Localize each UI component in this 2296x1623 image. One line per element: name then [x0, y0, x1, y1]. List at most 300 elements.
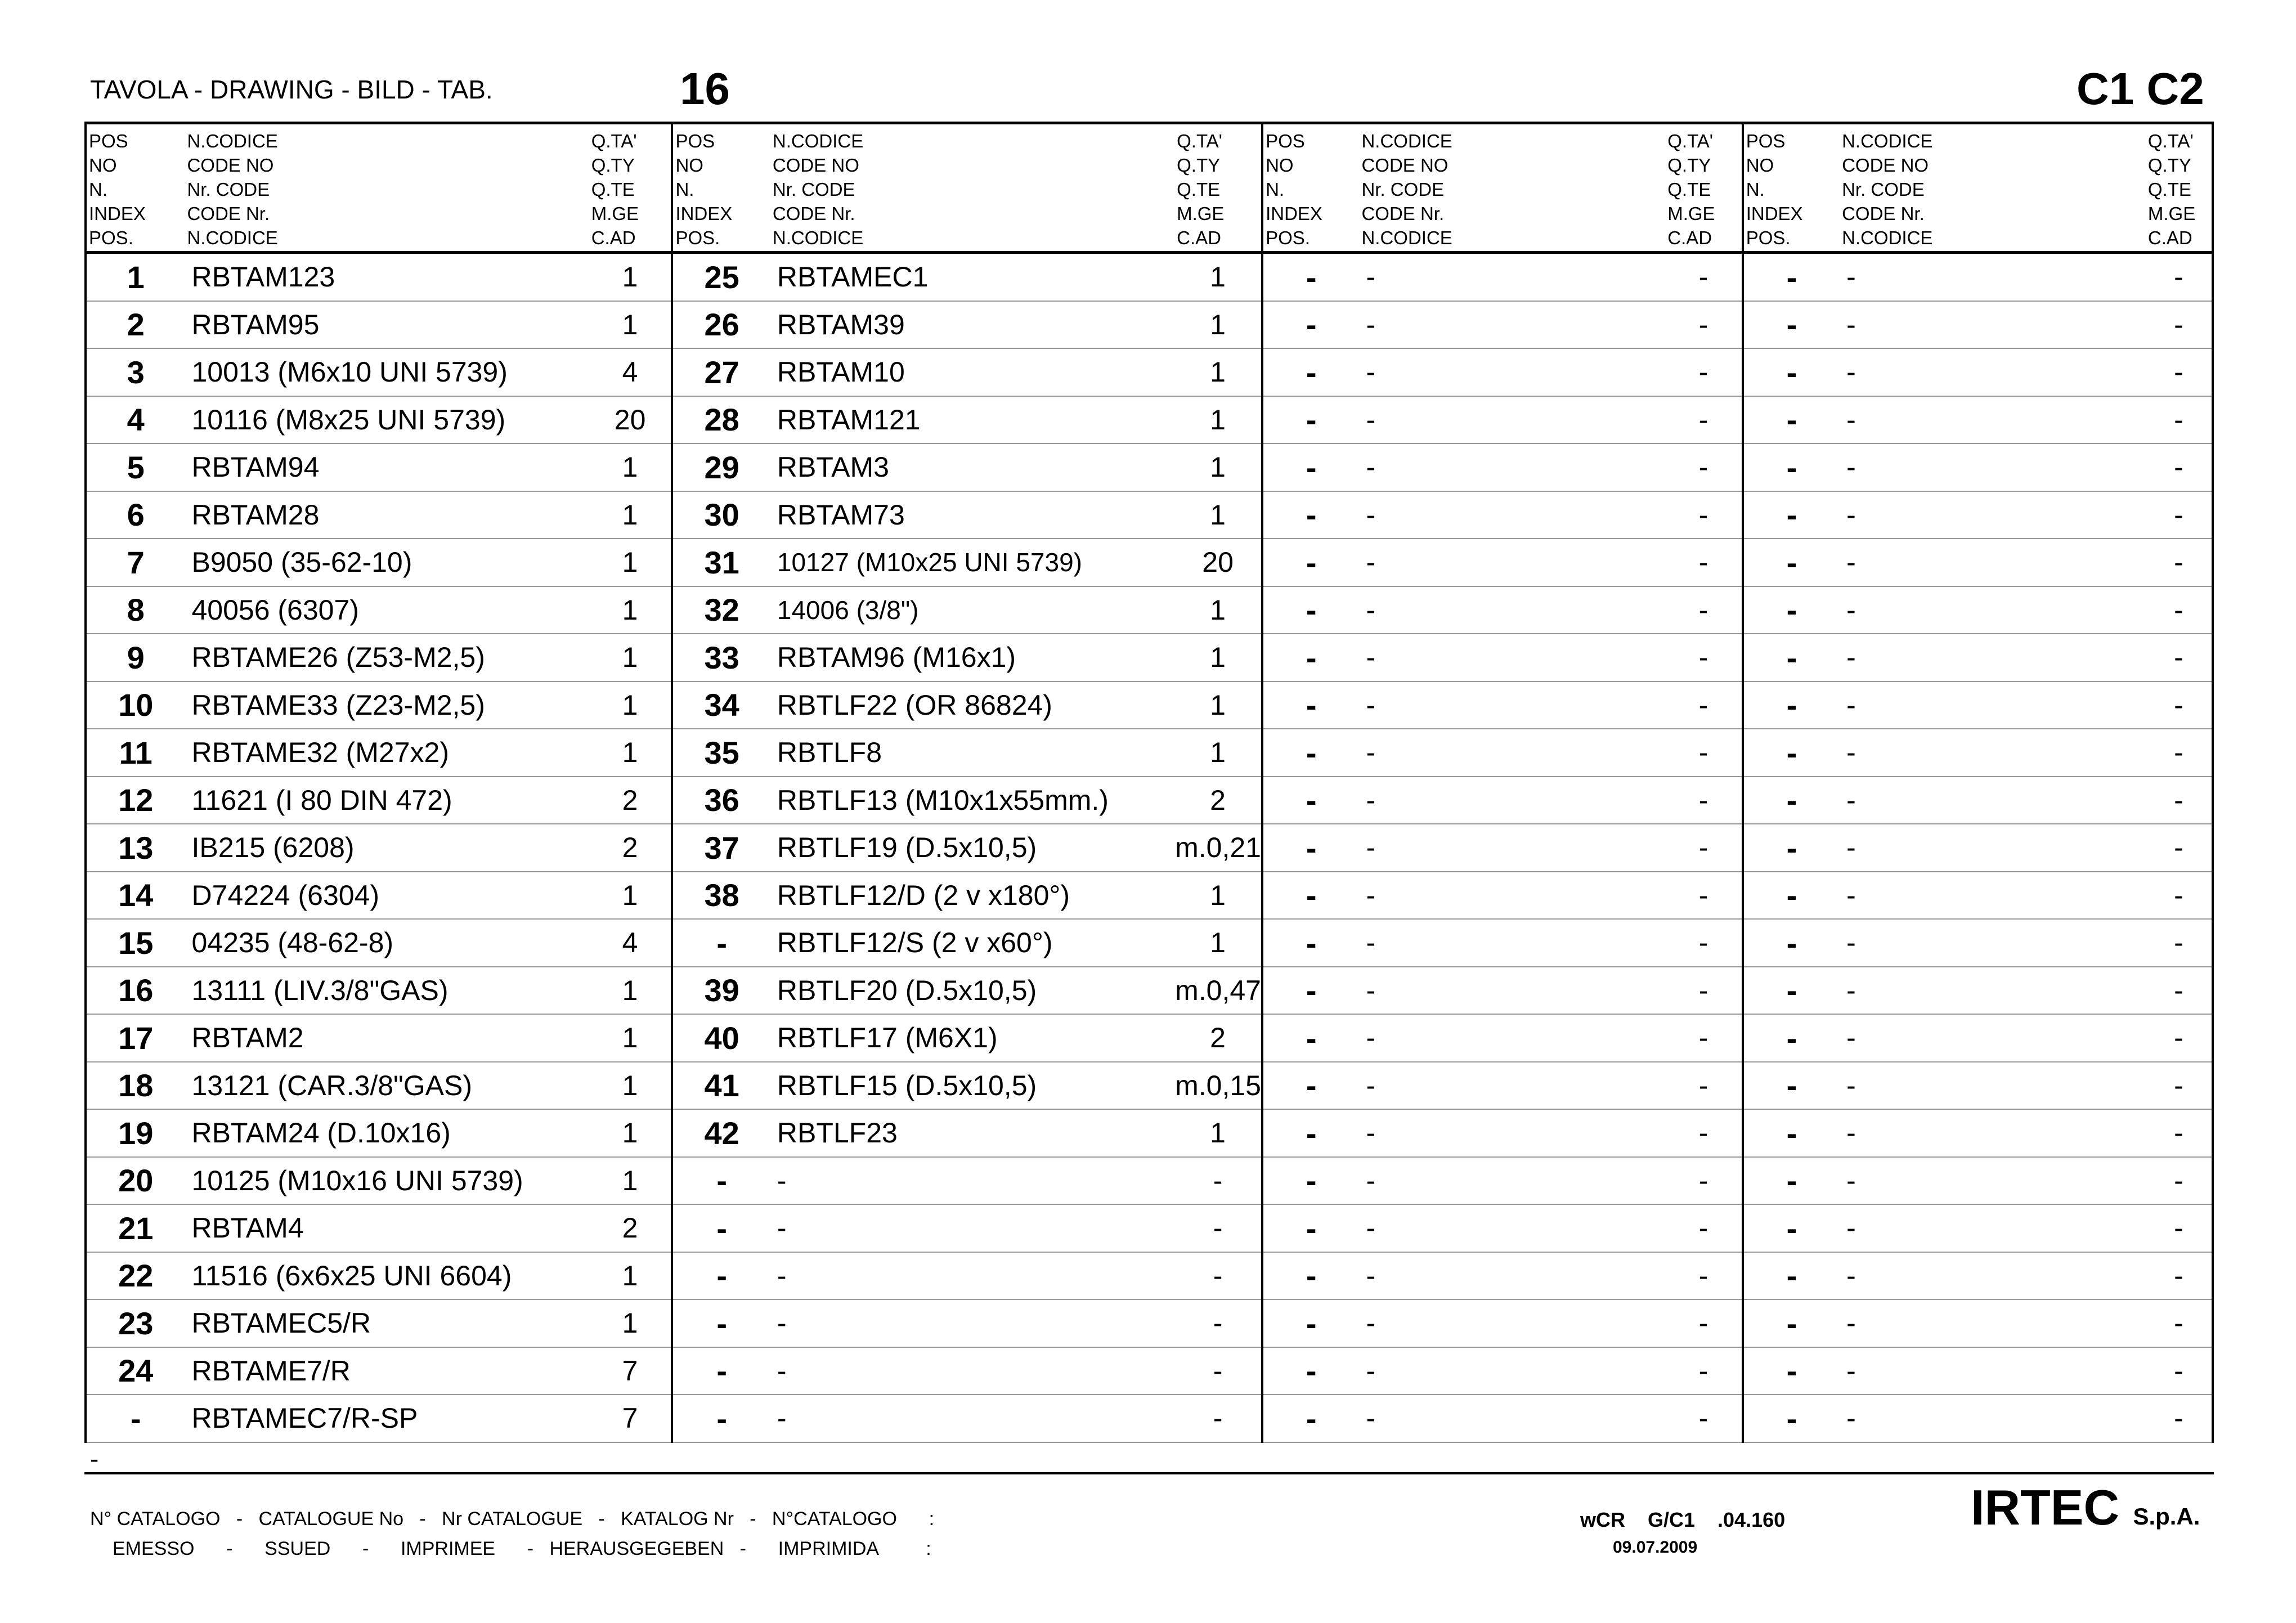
cell-qty: 2 — [589, 1204, 672, 1252]
table-row — [86, 1062, 2213, 1110]
cell-qty: - — [2146, 682, 2213, 729]
header-line: N.CODICE — [187, 131, 278, 151]
cell-pos: - — [1262, 1395, 1359, 1442]
cell-qty: 1 — [589, 634, 672, 682]
header-line: POS — [675, 131, 715, 151]
cell-qty: - — [1665, 1347, 1742, 1395]
cell-qty: - — [2146, 1347, 2213, 1395]
header-pos-3 — [1262, 123, 1359, 253]
cell-code: RBTAM95 — [185, 301, 589, 349]
cell-code: - — [1359, 1299, 1665, 1347]
cell-pos: 6 — [86, 491, 185, 539]
cell-code: RBTAM123 — [185, 253, 589, 301]
cell-pos: 40 — [672, 1014, 770, 1062]
cell-pos: - — [1743, 919, 1840, 967]
cell-pos: 31 — [672, 539, 770, 586]
cell-pos: 24 — [86, 1347, 185, 1395]
cell-pos: - — [1743, 253, 1840, 301]
cell-code: RBTAME32 (M27x2) — [185, 729, 589, 777]
cell-code: - — [1840, 253, 2146, 301]
cell-qty: - — [2146, 777, 2213, 824]
cell-qty: - — [1665, 348, 1742, 396]
cell-code: - — [1840, 777, 2146, 824]
header-line: N. — [675, 179, 694, 200]
cell-code: - — [1359, 967, 1665, 1015]
cell-code: RBTAME26 (Z53-M2,5) — [185, 634, 589, 682]
cell-code: - — [1359, 1252, 1665, 1300]
header-line: Q.TE — [2147, 179, 2191, 200]
cell-code: RBTLF17 (M6X1) — [770, 1014, 1174, 1062]
cell-pos: 1 — [86, 253, 185, 301]
cell-code: RBTAMEC1 — [770, 253, 1174, 301]
header-line: Nr. CODE — [187, 179, 270, 200]
cell-qty: 2 — [1174, 1014, 1262, 1062]
cell-pos: 25 — [672, 253, 770, 301]
cell-code: - — [1359, 1157, 1665, 1205]
cell-qty: - — [2146, 729, 2213, 777]
cell-pos: 30 — [672, 491, 770, 539]
cell-pos: - — [1743, 1062, 1840, 1110]
cell-pos: 18 — [86, 1062, 185, 1110]
cell-pos: - — [1743, 777, 1840, 824]
cell-pos: - — [672, 1347, 770, 1395]
cell-qty: - — [2146, 1109, 2213, 1157]
column-header-row — [86, 123, 2213, 253]
cell-pos: - — [1262, 1299, 1359, 1347]
cell-qty: 1 — [1174, 919, 1262, 967]
cell-code: - — [770, 1204, 1174, 1252]
header-line: Q.TA' — [1177, 131, 1222, 151]
header-line: CODE NO — [772, 155, 859, 176]
cell-qty: - — [1174, 1395, 1262, 1442]
cell-qty: - — [2146, 301, 2213, 349]
cell-qty: 1 — [589, 253, 672, 301]
cell-code: - — [1359, 491, 1665, 539]
cell-code: D74224 (6304) — [185, 872, 589, 920]
table-row — [86, 443, 2213, 491]
cell-code: - — [1840, 1252, 2146, 1300]
cell-pos: - — [1743, 1157, 1840, 1205]
cell-pos: - — [1262, 539, 1359, 586]
cell-qty: 1 — [589, 1062, 672, 1110]
header-line: CODE NO — [1842, 155, 1929, 176]
cell-qty: 1 — [1174, 872, 1262, 920]
cell-code: RBTLF13 (M10x1x55mm.) — [770, 777, 1174, 824]
cell-pos: - — [672, 1252, 770, 1300]
cell-code: IB215 (6208) — [185, 824, 589, 872]
cell-qty: - — [2146, 491, 2213, 539]
cell-pos: - — [1743, 634, 1840, 682]
cell-code: - — [1840, 443, 2146, 491]
cell-code: 10116 (M8x25 UNI 5739) — [185, 396, 589, 444]
cell-pos: 12 — [86, 777, 185, 824]
cell-pos: - — [1743, 729, 1840, 777]
cell-code: - — [1840, 301, 2146, 349]
cell-pos: 27 — [672, 348, 770, 396]
cell-pos: 42 — [672, 1109, 770, 1157]
cell-qty: 1 — [1174, 634, 1262, 682]
cell-qty: - — [1665, 443, 1742, 491]
cell-qty: 1 — [1174, 491, 1262, 539]
header-line: N. — [89, 179, 107, 200]
table-row — [86, 1252, 2213, 1300]
table-row — [86, 1157, 2213, 1205]
cell-qty: - — [1665, 539, 1742, 586]
header-line: CODE NO — [187, 155, 274, 176]
cell-qty: - — [1665, 967, 1742, 1015]
cell-code: - — [1840, 1014, 2146, 1062]
cell-code: RBTAME33 (Z23-M2,5) — [185, 682, 589, 729]
cell-pos: 4 — [86, 396, 185, 444]
cell-qty: m.0,47 — [1174, 967, 1262, 1015]
cell-code: - — [1840, 1157, 2146, 1205]
cell-pos: 29 — [672, 443, 770, 491]
cell-pos: - — [1262, 1109, 1359, 1157]
cell-code: 04235 (48-62-8) — [185, 919, 589, 967]
header-line: M.GE — [2147, 203, 2196, 224]
cell-qty: - — [2146, 824, 2213, 872]
cell-code: RBTAM3 — [770, 443, 1174, 491]
header-line: POS. — [675, 227, 720, 248]
cell-qty: 1 — [1174, 729, 1262, 777]
header-line: N.CODICE — [1842, 131, 1933, 151]
header-line: Q.TA' — [591, 131, 637, 151]
cell-pos: 38 — [672, 872, 770, 920]
cell-pos: - — [1262, 586, 1359, 634]
cell-pos: 21 — [86, 1204, 185, 1252]
cell-code: - — [1359, 1204, 1665, 1252]
table-row — [86, 682, 2213, 729]
cell-qty: - — [1174, 1204, 1262, 1252]
header-line: Q.TY — [2147, 155, 2191, 176]
header-qty-2 — [1174, 123, 1262, 253]
cell-code: 10013 (M6x10 UNI 5739) — [185, 348, 589, 396]
table-row — [86, 919, 2213, 967]
header-line: INDEX — [1746, 203, 1803, 224]
cell-qty: 1 — [589, 1157, 672, 1205]
cell-qty: - — [2146, 396, 2213, 444]
cell-code: - — [1359, 729, 1665, 777]
cell-code: - — [1840, 1395, 2146, 1442]
header-line: CODE Nr. — [772, 203, 855, 224]
cell-code: - — [1840, 919, 2146, 967]
cell-qty: 1 — [1174, 253, 1262, 301]
header-line: Nr. CODE — [1361, 179, 1445, 200]
cell-pos: 39 — [672, 967, 770, 1015]
cell-pos: - — [1743, 1204, 1840, 1252]
cell-pos: 26 — [672, 301, 770, 349]
cell-code: RBTAM24 (D.10x16) — [185, 1109, 589, 1157]
table-row — [86, 777, 2213, 824]
brand-suffix: S.p.A. — [2133, 1503, 2200, 1530]
table-row — [86, 634, 2213, 682]
table-row — [86, 253, 2213, 301]
cell-code: - — [770, 1395, 1174, 1442]
cell-qty: 1 — [589, 967, 672, 1015]
header-line: POS — [1746, 131, 1786, 151]
cell-pos: 20 — [86, 1157, 185, 1205]
cell-code: B9050 (35-62-10) — [185, 539, 589, 586]
cell-qty: 4 — [589, 348, 672, 396]
cell-qty: 1 — [589, 1252, 672, 1300]
cell-code: RBTAM96 (M16x1) — [770, 634, 1174, 682]
cell-code: RBTLF12/S (2 v x60°) — [770, 919, 1174, 967]
cell-qty: 1 — [1174, 443, 1262, 491]
cell-qty: 1 — [1174, 396, 1262, 444]
header-line: Q.TY — [1667, 155, 1711, 176]
header-line: POS. — [89, 227, 133, 248]
cell-pos: - — [1743, 396, 1840, 444]
header-line: C.AD — [1667, 227, 1712, 248]
header-code-2 — [770, 123, 1174, 253]
cell-pos: 33 — [672, 634, 770, 682]
drawing-label: TAVOLA - DRAWING - BILD - TAB. — [90, 75, 493, 104]
cell-pos: 10 — [86, 682, 185, 729]
cell-qty: - — [2146, 919, 2213, 967]
cell-qty: 4 — [589, 919, 672, 967]
cell-code: - — [1359, 634, 1665, 682]
cell-qty: - — [1665, 729, 1742, 777]
cell-code: - — [1840, 539, 2146, 586]
header-qty-3 — [1665, 123, 1742, 253]
cell-code: 13121 (CAR.3/8"GAS) — [185, 1062, 589, 1110]
cell-pos: 23 — [86, 1299, 185, 1347]
cell-code: - — [1359, 777, 1665, 824]
table-row — [86, 872, 2213, 920]
cell-code: - — [1840, 491, 2146, 539]
cell-code: - — [770, 1299, 1174, 1347]
cell-qty: - — [1665, 1157, 1742, 1205]
cell-pos: 8 — [86, 586, 185, 634]
header-line: Q.TE — [1177, 179, 1221, 200]
header-line: NO — [675, 155, 703, 176]
cell-qty: - — [1665, 634, 1742, 682]
cell-pos: - — [86, 1395, 185, 1442]
cell-qty: - — [1174, 1299, 1262, 1347]
cell-code: RBTAMEC7/R-SP — [185, 1395, 589, 1442]
header-line: INDEX — [89, 203, 146, 224]
cell-pos: - — [1262, 824, 1359, 872]
cell-code: - — [1840, 967, 2146, 1015]
header-line: M.GE — [1667, 203, 1715, 224]
cell-qty: - — [1665, 1062, 1742, 1110]
header-line: N. — [1746, 179, 1765, 200]
footer-divider — [84, 1472, 2214, 1474]
header-line: CODE Nr. — [187, 203, 270, 224]
cell-qty: - — [1665, 1014, 1742, 1062]
cell-code: - — [1359, 919, 1665, 967]
cell-code: - — [1359, 1395, 1665, 1442]
drawing-number: 16 — [680, 64, 730, 114]
cell-code: - — [1840, 682, 2146, 729]
cell-qty: - — [1174, 1157, 1262, 1205]
header-line: C.AD — [1177, 227, 1221, 248]
cell-qty: - — [2146, 1157, 2213, 1205]
cell-pos: - — [1743, 1395, 1840, 1442]
cell-pos: - — [1743, 491, 1840, 539]
cell-code: RBTAM28 — [185, 491, 589, 539]
cell-code: - — [1840, 586, 2146, 634]
cell-pos: - — [1262, 1062, 1359, 1110]
cell-code: - — [770, 1157, 1174, 1205]
header-line: POS. — [1746, 227, 1791, 248]
cell-pos: - — [1743, 539, 1840, 586]
cell-code: RBTAM94 — [185, 443, 589, 491]
header-qty-4 — [2146, 123, 2213, 253]
cell-pos: 36 — [672, 777, 770, 824]
cell-pos: - — [1743, 443, 1840, 491]
table-row — [86, 1204, 2213, 1252]
cell-pos: - — [672, 1204, 770, 1252]
cell-code: - — [1840, 1347, 2146, 1395]
table-row — [86, 1395, 2213, 1442]
cell-code: - — [770, 1347, 1174, 1395]
header-pos-1 — [86, 123, 185, 253]
header-line: N.CODICE — [1842, 227, 1933, 248]
cell-code: RBTLF20 (D.5x10,5) — [770, 967, 1174, 1015]
cell-code: 13111 (LIV.3/8"GAS) — [185, 967, 589, 1015]
cell-pos: - — [1262, 1252, 1359, 1300]
cell-qty: 1 — [589, 682, 672, 729]
cell-code: - — [1359, 253, 1665, 301]
cell-qty: 2 — [1174, 777, 1262, 824]
table-row — [86, 586, 2213, 634]
cell-pos: - — [1262, 396, 1359, 444]
cell-pos: - — [1262, 253, 1359, 301]
header-line: NO — [1746, 155, 1774, 176]
cell-qty: 7 — [589, 1347, 672, 1395]
header-line: N.CODICE — [187, 227, 278, 248]
cell-pos: - — [672, 919, 770, 967]
cell-code: RBTLF8 — [770, 729, 1174, 777]
cell-code: RBTAM73 — [770, 491, 1174, 539]
catalogue-code: wCR G/C1 .04.160 — [1580, 1508, 1786, 1531]
cell-pos: - — [1262, 443, 1359, 491]
cell-code: RBTAM10 — [770, 348, 1174, 396]
header-line: POS — [1266, 131, 1305, 151]
cell-pos: 7 — [86, 539, 185, 586]
cell-pos: 3 — [86, 348, 185, 396]
header-line: Q.TE — [591, 179, 635, 200]
cell-pos: - — [1262, 301, 1359, 349]
cell-qty: 1 — [1174, 586, 1262, 634]
cell-qty: - — [2146, 1252, 2213, 1300]
cell-pos: - — [1262, 682, 1359, 729]
cell-pos: - — [1262, 777, 1359, 824]
cell-code: 10127 (M10x25 UNI 5739) — [770, 539, 1174, 586]
cell-qty: m.0,21 — [1174, 824, 1262, 872]
cell-code: RBTAM39 — [770, 301, 1174, 349]
cell-qty: - — [1665, 919, 1742, 967]
table-row — [86, 1014, 2213, 1062]
cell-code: - — [1840, 729, 2146, 777]
cell-pos: 16 — [86, 967, 185, 1015]
header-code-1 — [185, 123, 589, 253]
cell-code: 10125 (M10x16 UNI 5739) — [185, 1157, 589, 1205]
cell-pos: - — [1262, 1204, 1359, 1252]
cell-qty: - — [1665, 396, 1742, 444]
cell-code: - — [1840, 1204, 2146, 1252]
cell-pos: 28 — [672, 396, 770, 444]
cell-qty: 20 — [589, 396, 672, 444]
cell-pos: - — [672, 1299, 770, 1347]
cell-code: RBTAM2 — [185, 1014, 589, 1062]
cell-code: 40056 (6307) — [185, 586, 589, 634]
cell-code: - — [1840, 824, 2146, 872]
cell-pos: - — [672, 1395, 770, 1442]
cell-pos: - — [1262, 491, 1359, 539]
cell-pos: - — [1743, 1014, 1840, 1062]
cell-qty: 1 — [589, 1014, 672, 1062]
cell-qty: - — [1665, 1252, 1742, 1300]
cell-pos: 11 — [86, 729, 185, 777]
cell-qty: - — [1665, 872, 1742, 920]
cell-qty: 20 — [1174, 539, 1262, 586]
cell-pos: 32 — [672, 586, 770, 634]
cell-qty: 1 — [589, 443, 672, 491]
cell-qty: 1 — [589, 729, 672, 777]
cell-qty: - — [1665, 301, 1742, 349]
cell-pos: - — [1743, 872, 1840, 920]
table-row — [86, 967, 2213, 1015]
cell-qty: - — [1665, 1395, 1742, 1442]
cell-qty: - — [1174, 1252, 1262, 1300]
cell-code: - — [1359, 824, 1665, 872]
cell-code: - — [1840, 1062, 2146, 1110]
cell-pos: 37 — [672, 824, 770, 872]
header-line: Nr. CODE — [772, 179, 855, 200]
cell-qty: - — [1665, 682, 1742, 729]
header-line: M.GE — [1177, 203, 1225, 224]
cell-qty: 1 — [1174, 1109, 1262, 1157]
cell-pos: - — [1743, 586, 1840, 634]
header-line: M.GE — [591, 203, 639, 224]
header-line: CODE NO — [1361, 155, 1449, 176]
table-row — [86, 348, 2213, 396]
header-line: N. — [1266, 179, 1285, 200]
cell-qty: - — [2146, 253, 2213, 301]
brand-name: IRTEC — [1971, 1479, 2119, 1535]
table-row — [86, 1109, 2213, 1157]
cell-pos: - — [1262, 872, 1359, 920]
cell-qty: - — [1665, 1299, 1742, 1347]
header-line: INDEX — [1266, 203, 1322, 224]
cell-code: - — [1359, 1062, 1665, 1110]
header-line: CODE Nr. — [1842, 203, 1925, 224]
table-row — [86, 491, 2213, 539]
cell-qty: 7 — [589, 1395, 672, 1442]
cell-qty: 1 — [589, 1109, 672, 1157]
header-line: INDEX — [675, 203, 733, 224]
cell-pos: - — [1262, 1014, 1359, 1062]
header-qty-1 — [589, 123, 672, 253]
table-row — [86, 301, 2213, 349]
cell-pos: 22 — [86, 1252, 185, 1300]
header-line: POS — [89, 131, 128, 151]
cell-pos: - — [1262, 1347, 1359, 1395]
cell-qty: - — [2146, 539, 2213, 586]
issued-label: EMESSO - SSUED - IMPRIMEE - HERAUSGEGEBEN - IMPRIMIDA : — [113, 1538, 931, 1559]
header-line: NO — [1266, 155, 1294, 176]
header-line: C.AD — [2147, 227, 2192, 248]
cell-code: - — [1359, 443, 1665, 491]
cell-qty: 1 — [1174, 348, 1262, 396]
header-line: Q.TY — [591, 155, 635, 176]
catalogue-label: N° CATALOGO - CATALOGUE No - Nr CATALOGUE - KATALOG Nr - N°CATALOGO : — [90, 1508, 935, 1530]
cell-code: 11621 (I 80 DIN 472) — [185, 777, 589, 824]
cell-qty: 2 — [589, 777, 672, 824]
cell-pos: 34 — [672, 682, 770, 729]
